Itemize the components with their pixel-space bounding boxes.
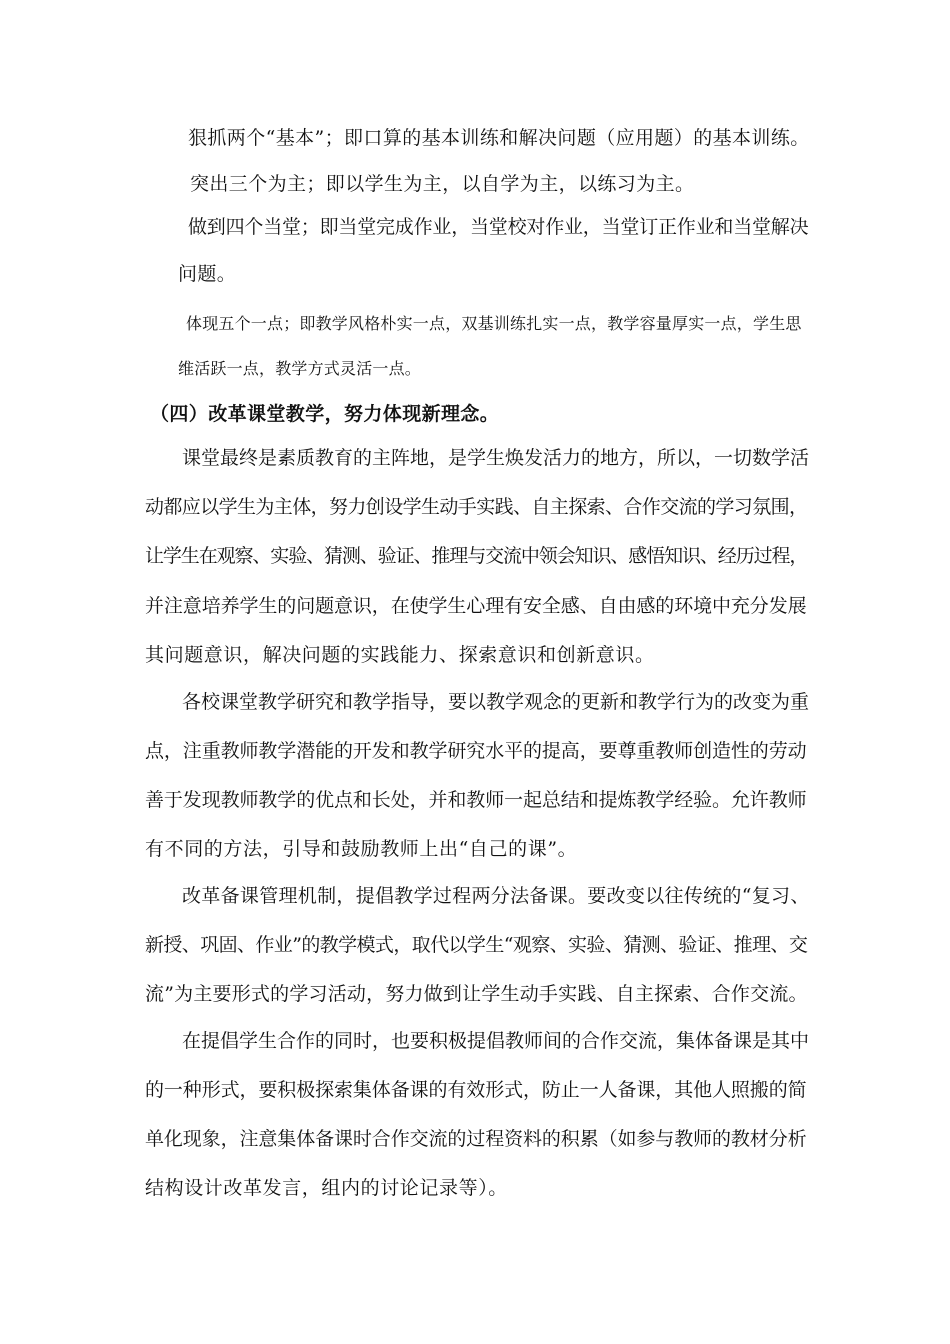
paragraph-1-line: 并注意培养学生的问题意识，在使学生心理有安全感、自由感的环境中充分发展 [145,595,807,617]
paragraph-1-line: 课堂最终是素质教育的主阵地，是学生焕发活力的地方，所以，一切数学活 [182,447,810,469]
paragraph-4-line: 单化现象，注意集体备课时合作交流的过程资料的积累（如参与教师的教材分析 [145,1128,807,1150]
intro-item-basics: 狠抓两个“基本”；即口算的基本训练和解决问题（应用题）的基本训练。 [188,127,810,149]
intro-item-four-in-class: 做到四个当堂；即当堂完成作业，当堂校对作业，当堂订正作业和当堂解决 [188,216,809,238]
paragraph-1-line: 让学生在观察、实验、猜测、验证、推理与交流中领会知识、感悟知识、经历过程， [145,545,808,567]
intro-item-five-points: 体现五个一点；即教学风格朴实一点，双基训练扎实一点，教学容量厚实一点，学生思 [186,314,802,333]
paragraph-4-line: 结构设计改革发言，组内的讨论记录等）。 [145,1177,508,1199]
paragraph-2-line: 善于发现教师教学的优点和长处，并和教师一起总结和提炼教学经验。允许教师 [145,789,807,811]
intro-item-three-mains: 突出三个为主；即以学生为主，以自学为主，以练习为主。 [190,173,695,195]
paragraph-4-line: 的一种形式，要积极探索集体备课的有效形式，防止一人备课，其他人照搬的简 [145,1079,807,1101]
section-heading: （四）改革课堂教学，努力体现新理念。 [150,403,500,425]
paragraph-2-line: 有不同的方法，引导和鼓励教师上出“自己的课”。 [145,838,578,860]
paragraph-1-line: 其问题意识，解决问题的实践能力、探索意识和创新意识。 [145,644,655,666]
paragraph-1-line: 动都应以学生为主体，努力创设学生动手实践、自主探索、合作交流的学习氛围， [145,496,808,518]
paragraph-2-line: 点，注重教师教学潜能的开发和教学研究水平的提高，要尊重教师创造性的劳动 [145,740,807,762]
intro-item-five-points-cont: 维活跃一点，教学方式灵活一点。 [178,359,422,378]
paragraph-3-line: 改革备课管理机制，提倡教学过程两分法备课。要改变以往传统的“复习、 [182,885,810,907]
paragraph-3-line: 新授、巩固、作业”的教学模式，取代以学生“观察、实验、猜测、验证、推理、交 [145,934,808,956]
paragraph-4-line: 在提倡学生合作的同时，也要积极提倡教师间的合作交流，集体备课是其中 [182,1030,810,1052]
paragraph-3-line: 流”为主要形式的学习活动，努力做到让学生动手实践、自主探索、合作交流。 [145,983,808,1005]
intro-item-four-in-class-cont: 问题。 [178,263,237,285]
paragraph-2-line: 各校课堂教学研究和教学指导，要以教学观念的更新和教学行为的改变为重 [182,691,810,713]
